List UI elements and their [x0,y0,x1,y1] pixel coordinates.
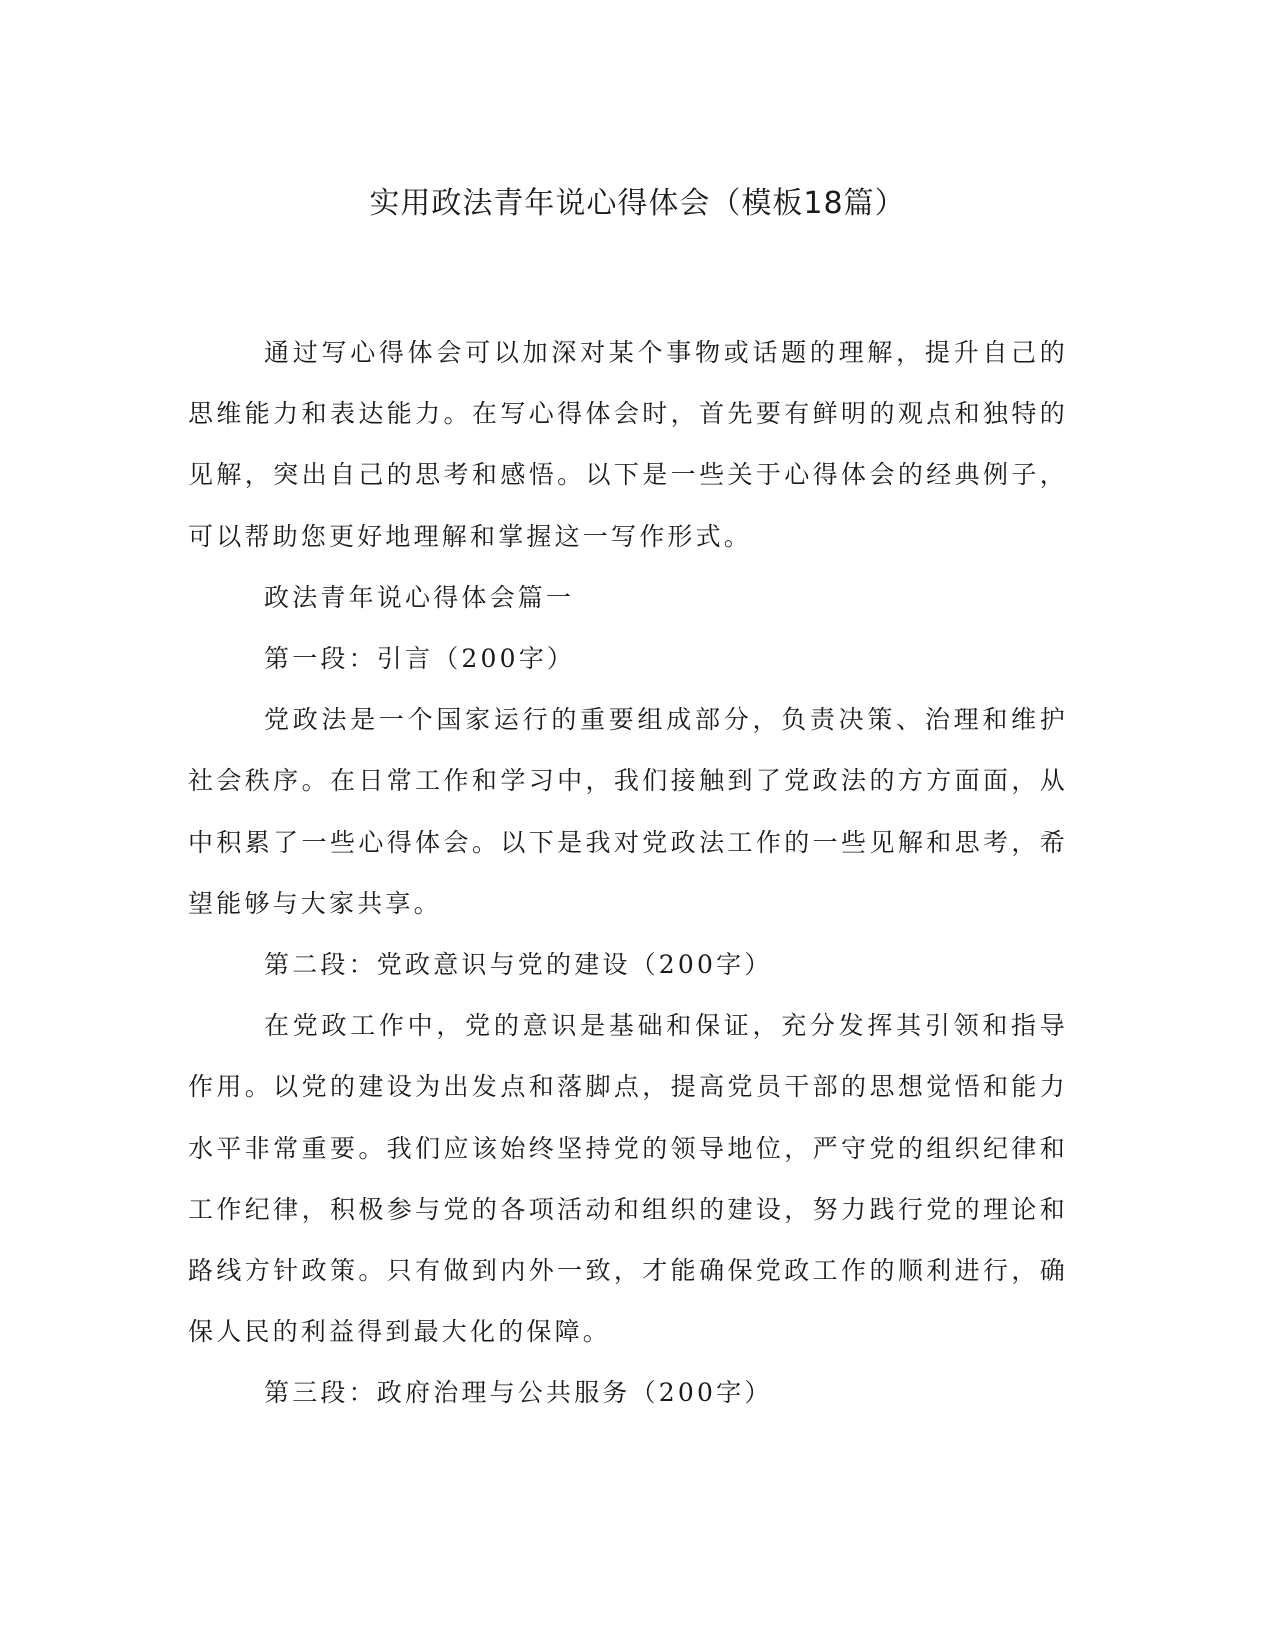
intro-paragraph: 通过写心得体会可以加深对某个事物或话题的理解，提升自己的思维能力和表达能力。在写心得体会时，首先要有鲜明的观点和独特的见解，突出自己的思考和感悟。以下是一些关于心得体会的经典例子，可以帮助您更好地理解和掌握这一写作形式。 [188,338,1068,551]
section-heading-3: 第三段：政府治理与公共服务（200字） [264,1378,773,1408]
section-heading-1: 第一段：引言（200字） [264,644,576,674]
document-body [188,322,1068,1424]
section-heading-2: 第二段：党政意识与党的建设（200字） [264,950,773,980]
section-body-1: 党政法是一个国家运行的重要组成部分，负责决策、治理和维护社会秩序。在日常工作和学习中，我们接触到了党政法的方方面面，从中积累了一些心得体会。以下是我对党政法工作的一些见解和思考，希望能够与大家共享。 [188,705,1068,918]
article-heading: 政法青年说心得体会篇一 [264,582,575,612]
section-body-2: 在党政工作中，党的意识是基础和保证，充分发挥其引领和指导作用。以党的建设为出发点和落脚点，提高党员干部的思想觉悟和能力水平非常重要。我们应该始终坚持党的领导地位，严守党的组织纪律和工作纪律，积极参与党的各项活动和组织的建设，努力践行党的理论和路线方针政策。只有做到内外一致，才能确保党政工作的顺利进行，确保人民的利益得到最大化的保障。 [188,1011,1068,1347]
document-title: 实用政法青年说心得体会（模板18篇） [369,186,906,221]
